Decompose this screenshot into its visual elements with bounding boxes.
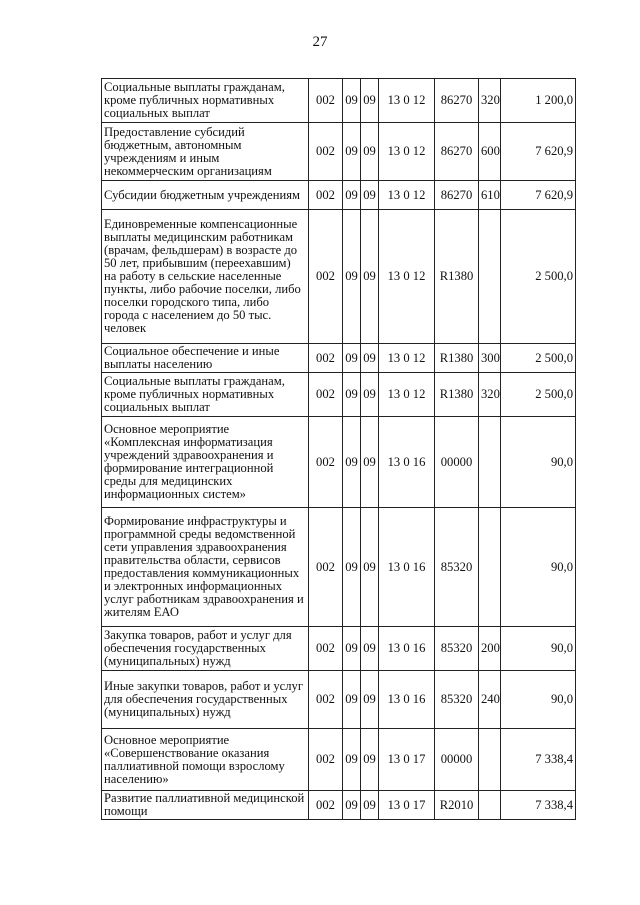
expense-type-code: 600	[479, 123, 501, 181]
direction-code: R1380	[435, 373, 479, 417]
expense-type-code	[479, 508, 501, 627]
expense-type-code	[479, 791, 501, 820]
ministry-code: 002	[309, 123, 343, 181]
expense-type-code	[479, 210, 501, 344]
section-code: 09	[343, 373, 361, 417]
direction-code: 00000	[435, 729, 479, 791]
amount: 7 338,4	[501, 791, 576, 820]
section-code: 09	[343, 210, 361, 344]
row-name: Социальное обеспечение и иные выплаты населению	[102, 344, 309, 373]
ministry-code: 002	[309, 671, 343, 729]
ministry-code: 002	[309, 627, 343, 671]
table-row	[102, 729, 576, 791]
row-name: Предоставление субсидий бюджетным, автономным учреждениям и иным некоммерческим организациям	[102, 123, 309, 181]
direction-code: 86270	[435, 181, 479, 210]
amount: 90,0	[501, 417, 576, 508]
section-code: 09	[343, 791, 361, 820]
program-code: 13 0 12	[379, 210, 435, 344]
ministry-code: 002	[309, 417, 343, 508]
ministry-code: 002	[309, 344, 343, 373]
row-name: Формирование инфраструктуры и программной среды ведомственной сети управления здравоохранения правительства области, сервисов предоставления коммуникационных и электронных информационных услуг работникам здравоохранения и жителям ЕАО	[102, 508, 309, 627]
program-code: 13 0 16	[379, 671, 435, 729]
direction-code: R1380	[435, 210, 479, 344]
subsection-code: 09	[361, 373, 379, 417]
direction-code: 85320	[435, 671, 479, 729]
ministry-code: 002	[309, 181, 343, 210]
amount: 2 500,0	[501, 344, 576, 373]
direction-code: R1380	[435, 344, 479, 373]
direction-code: 85320	[435, 627, 479, 671]
table-row	[102, 123, 576, 181]
subsection-code: 09	[361, 210, 379, 344]
amount: 90,0	[501, 671, 576, 729]
row-name: Единовременные компенсационные выплаты медицинским работникам (врачам, фельдшерам) в возрасте до 50 лет, прибывшим (переехавшим) на работу в сельские населенные пункты, либо рабочие поселки, либо поселки городского типа, либо города с населением до 50 тыс. человек	[102, 210, 309, 344]
program-code: 13 0 12	[379, 181, 435, 210]
subsection-code: 09	[361, 417, 379, 508]
subsection-code: 09	[361, 671, 379, 729]
expense-type-code: 240	[479, 671, 501, 729]
subsection-code: 09	[361, 791, 379, 820]
program-code: 13 0 12	[379, 79, 435, 123]
section-code: 09	[343, 344, 361, 373]
section-code: 09	[343, 627, 361, 671]
subsection-code: 09	[361, 79, 379, 123]
section-code: 09	[343, 123, 361, 181]
table-row	[102, 627, 576, 671]
program-code: 13 0 16	[379, 627, 435, 671]
subsection-code: 09	[361, 729, 379, 791]
expense-type-code	[479, 417, 501, 508]
table-row	[102, 417, 576, 508]
row-name: Социальные выплаты гражданам, кроме публичных нормативных социальных выплат	[102, 373, 309, 417]
ministry-code: 002	[309, 729, 343, 791]
section-code: 09	[343, 508, 361, 627]
program-code: 13 0 16	[379, 417, 435, 508]
page-number: 27	[312, 34, 328, 50]
expense-type-code: 300	[479, 344, 501, 373]
expense-type-code: 610	[479, 181, 501, 210]
row-name: Субсидии бюджетным учреждениям	[102, 181, 309, 210]
direction-code: 86270	[435, 123, 479, 181]
program-code: 13 0 16	[379, 508, 435, 627]
expense-type-code: 320	[479, 373, 501, 417]
table-row	[102, 791, 576, 820]
subsection-code: 09	[361, 508, 379, 627]
direction-code: 85320	[435, 508, 479, 627]
amount: 90,0	[501, 627, 576, 671]
program-code: 13 0 17	[379, 791, 435, 820]
section-code: 09	[343, 181, 361, 210]
expense-type-code: 200	[479, 627, 501, 671]
program-code: 13 0 17	[379, 729, 435, 791]
section-code: 09	[343, 417, 361, 508]
ministry-code: 002	[309, 791, 343, 820]
amount: 7 620,9	[501, 181, 576, 210]
program-code: 13 0 12	[379, 373, 435, 417]
table-row	[102, 344, 576, 373]
row-name: Развитие паллиативной медицинской помощи	[102, 791, 309, 820]
table-row	[102, 373, 576, 417]
ministry-code: 002	[309, 210, 343, 344]
expense-type-code	[479, 729, 501, 791]
program-code: 13 0 12	[379, 344, 435, 373]
budget-table	[101, 78, 576, 820]
section-code: 09	[343, 729, 361, 791]
subsection-code: 09	[361, 627, 379, 671]
subsection-code: 09	[361, 181, 379, 210]
row-name: Иные закупки товаров, работ и услуг для обеспечения государственных (муниципальных) нужд	[102, 671, 309, 729]
table-row	[102, 508, 576, 627]
expense-type-code: 320	[479, 79, 501, 123]
table-row	[102, 671, 576, 729]
amount: 2 500,0	[501, 373, 576, 417]
direction-code: 86270	[435, 79, 479, 123]
section-code: 09	[343, 79, 361, 123]
subsection-code: 09	[361, 344, 379, 373]
amount: 7 620,9	[501, 123, 576, 181]
row-name: Основное мероприятие «Комплексная информатизация учреждений здравоохранения и формирование интеграционной среды для медицинских информационных систем»	[102, 417, 309, 508]
direction-code: R2010	[435, 791, 479, 820]
subsection-code: 09	[361, 123, 379, 181]
program-code: 13 0 12	[379, 123, 435, 181]
row-name: Закупка товаров, работ и услуг для обеспечения государственных (муниципальных) нужд	[102, 627, 309, 671]
ministry-code: 002	[309, 508, 343, 627]
section-code: 09	[343, 671, 361, 729]
direction-code: 00000	[435, 417, 479, 508]
table-row	[102, 79, 576, 123]
amount: 2 500,0	[501, 210, 576, 344]
row-name: Основное мероприятие «Совершенствование оказания паллиативной помощи взрослому населению»	[102, 729, 309, 791]
amount: 7 338,4	[501, 729, 576, 791]
row-name: Социальные выплаты гражданам, кроме публичных нормативных социальных выплат	[102, 79, 309, 123]
ministry-code: 002	[309, 79, 343, 123]
amount: 90,0	[501, 508, 576, 627]
table-row	[102, 210, 576, 344]
amount: 1 200,0	[501, 79, 576, 123]
table-row	[102, 181, 576, 210]
ministry-code: 002	[309, 373, 343, 417]
